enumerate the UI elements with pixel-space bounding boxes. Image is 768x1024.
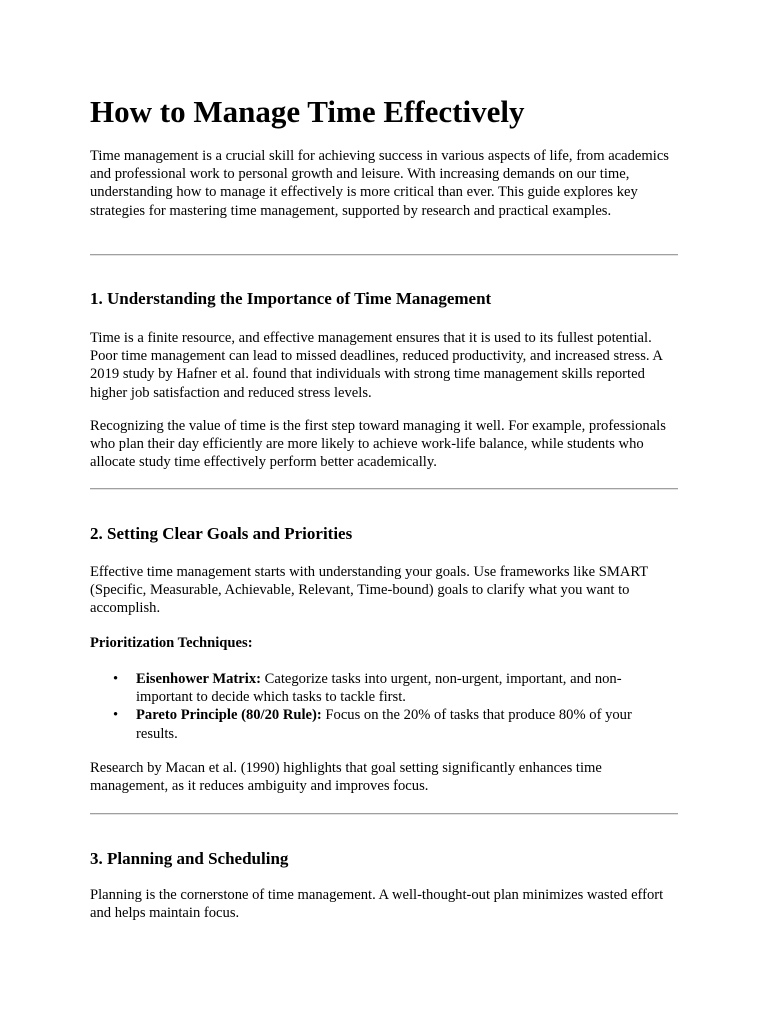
section-heading-goals: 2. Setting Clear Goals and Priorities: [90, 524, 353, 543]
section-3-paragraph-1: Planning is the cornerstone of time management. A well-thought-out plan minimizes wasted effort and helps maintain focus.: [90, 887, 664, 922]
bullet-icon: •: [113, 671, 119, 687]
section-1-paragraph-1: Time is a finite resource, and effective management ensures that it is used to its fullest potential. Poor time management can lead to missed deadlines, reduced productivity, and increased stress. A 2019 study by Hafner et al. found that individuals with strong time management skills reported higher job satisfaction and reduced stress levels.: [90, 330, 663, 401]
bullet-icon: •: [113, 707, 119, 724]
intro-paragraph: Time management is a crucial skill for achieving success in various aspects of life, from academics and professional work to personal growth and leisure. With increasing demands on our time, understanding how to manage it effectively is more critical than ever. This guide explores key strategies for mastering time management, supported by research and practical examples.: [90, 148, 669, 219]
page-title: How to Manage Time Effectively: [90, 94, 525, 129]
list-item-text: Focus on the 20% of tasks that produce 80% of your results.: [136, 707, 632, 742]
section-1-paragraph-2: Recognizing the value of time is the first step toward managing it well. For example, professionals who plan their day efficiently are more likely to achieve work-life balance, while students who allocate study time effectively perform better academically.: [90, 418, 666, 471]
list-item: [90, 670, 651, 706]
prioritization-list: [90, 670, 680, 743]
list-item-text: Categorize tasks into urgent, non-urgent, important, and non-important to decide which tasks to tackle first.: [136, 671, 622, 706]
divider: [90, 488, 678, 490]
prioritization-subheading: Prioritization Techniques:: [90, 635, 253, 651]
section-2-paragraph-1: Effective time management starts with understanding your goals. Use frameworks like SMART (Specific, Measurable, Achievable, Relevant, Time-bound) goals to clarify what you want to accomplish.: [90, 564, 648, 617]
list-item-term: Pareto Principle (80/20 Rule):: [136, 707, 322, 724]
divider: [90, 254, 678, 256]
section-heading-importance: 1. Understanding the Importance of Time Management: [90, 289, 492, 308]
list-item: [90, 706, 651, 742]
divider: [90, 813, 678, 815]
list-item-term: Eisenhower Matrix:: [136, 671, 261, 687]
section-2-paragraph-2: Research by Macan et al. (1990) highlights that goal setting significantly enhances time management, as it reduces ambiguity and improves focus.: [90, 760, 602, 795]
section-heading-planning: 3. Planning and Scheduling: [90, 849, 289, 868]
